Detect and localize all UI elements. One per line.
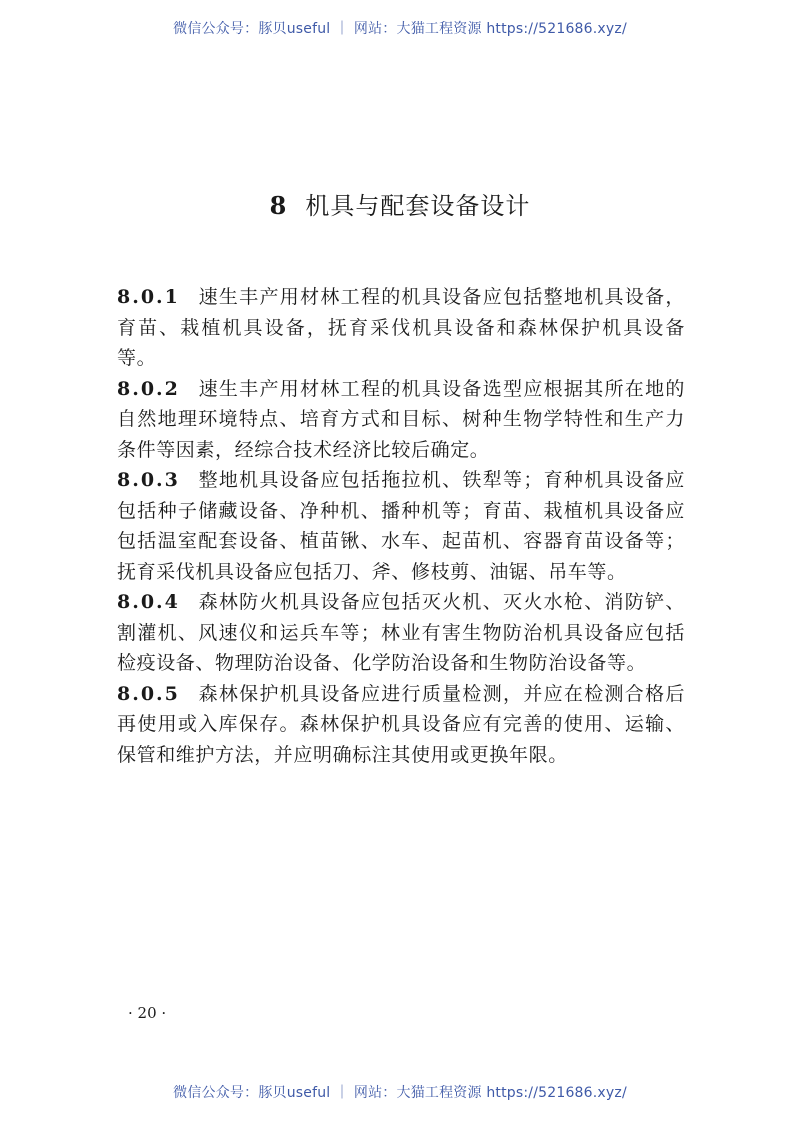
clause-text: 森林防火机具设备应包括灭火机、灭火水枪、消防铲、割灌机、风速仪和运兵车等；林业有害生物防治机具设备应包括检疫设备、物理防治设备、化学防治设备和生物防治设备等。: [117, 591, 685, 674]
clause-8-0-2: [117, 374, 685, 466]
clause-8-0-1: [117, 282, 685, 374]
clause-number: 8.0.4: [117, 591, 180, 613]
clause-number: 8.0.3: [117, 469, 180, 491]
clause-8-0-3: [117, 465, 685, 587]
chapter-title-text: 机具与配套设备设计: [305, 192, 531, 220]
clause-number: 8.0.1: [117, 286, 180, 308]
page-number: · 20 ·: [128, 1004, 167, 1022]
clause-text: 速生丰产用材林工程的机具设备选型应根据其所在地的自然地理环境特点、培育方式和目标、树种生物学特性和生产力条件等因素，经综合技术经济比较后确定。: [117, 377, 685, 461]
clause-8-0-4: [117, 587, 685, 679]
clause-8-0-5: [117, 679, 685, 771]
chapter-title: [0, 186, 800, 221]
clause-text: 森林保护机具设备应进行质量检测，并应在检测合格后再使用或入库保存。森林保护机具设备应有完善的使用、运输、保管和维护方法，并应明确标注其使用或更换年限。: [117, 682, 685, 766]
watermark-bottom: 微信公众号：豚贝useful ｜ 网站：大猫工程资源 https://521686.xyz/: [173, 1085, 627, 1101]
watermark-top: 微信公众号：豚贝useful ｜ 网站：大猫工程资源 https://521686.xyz/: [173, 21, 627, 37]
clause-text: 整地机具设备应包括拖拉机、铁犁等；育种机具设备应包括种子储藏设备、净种机、播种机等；育苗、栽植机具设备应包括温室配套设备、植苗锹、水车、起苗机、容器育苗设备等；抚育采伐机具设备应包括刀、斧、修枝剪、油锯、吊车等。: [117, 469, 685, 583]
clause-text: 速生丰产用材林工程的机具设备应包括整地机具设备，育苗、栽植机具设备，抚育采伐机具设备和森林保护机具设备等。: [117, 286, 685, 369]
clause-number: 8.0.5: [117, 682, 180, 705]
clause-number: 8.0.2: [117, 377, 180, 400]
clause-list: [117, 282, 685, 770]
chapter-number: 8: [269, 191, 288, 220]
